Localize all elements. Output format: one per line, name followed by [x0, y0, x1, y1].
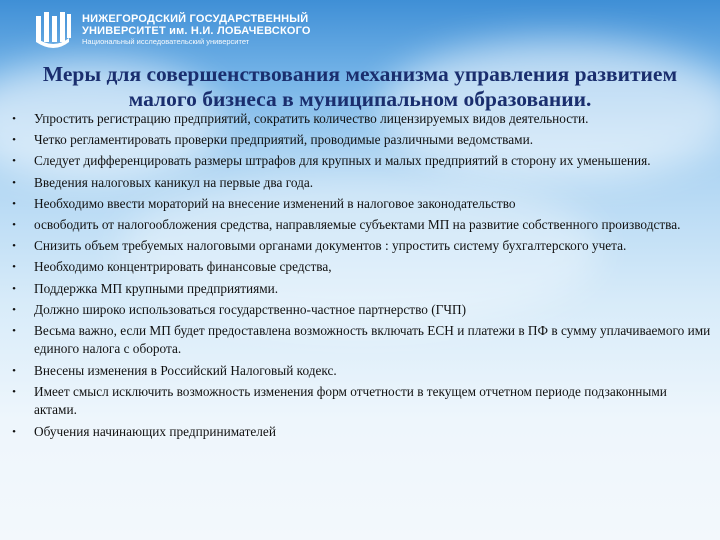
bullet-item: [0, 322, 720, 359]
university-name: [82, 13, 311, 47]
university-name-line1: НИЖЕГОРОДСКИЙ ГОСУДАРСТВЕННЫЙ: [82, 13, 309, 25]
bullet-icon: •: [12, 197, 16, 210]
bullet-text: Обучения начинающих предпринимателей: [34, 423, 276, 439]
bullet-text: Имеет смысл исключить возможность изменения форм отчетности в текущем отчетном периоде подзаконными актами.: [34, 383, 667, 418]
bullet-icon: •: [12, 134, 16, 147]
bullet-icon: •: [12, 176, 16, 189]
bullet-item: [0, 110, 720, 129]
bullet-icon: •: [12, 240, 16, 253]
bullet-item: [0, 301, 720, 320]
bullet-text: Четко регламентировать проверки предприятий, проводимые различными ведомствами.: [34, 132, 534, 148]
bullet-item: [0, 216, 720, 235]
nnsu-logo-icon: [34, 10, 74, 52]
bullet-item: [0, 174, 720, 193]
bullet-text: Должно широко использоваться государственно-частное партнерство (ГЧП): [34, 301, 467, 317]
university-subtitle: Национальный исследовательский университет: [82, 37, 250, 46]
bullet-text: Необходимо концентрировать финансовые средства,: [34, 259, 332, 275]
bullet-icon: •: [12, 282, 16, 295]
slide-header: [0, 0, 720, 60]
bullet-text: Введения налоговых каникул на первые два года.: [34, 174, 314, 190]
bullet-item: [0, 383, 720, 420]
bullet-icon: •: [12, 218, 16, 231]
bullet-text: освободить от налогообложения средства, направляемые субъектами МП на развитие собственного производства.: [34, 216, 681, 232]
bullet-text: Следует дифференцировать размеры штрафов для крупных и малых предприятий в сторону их уменьшения.: [34, 153, 651, 169]
bullet-text: Упростить регистрацию предприятий, сократить количество лицензируемых видов деятельности.: [34, 111, 589, 126]
bullet-item: [0, 258, 720, 277]
slide-title: Меры для совершенствования механизма управления развитием малого бизнеса в муниципальном образовании.: [42, 62, 678, 111]
bullet-icon: •: [12, 425, 16, 438]
bullet-item: [0, 195, 720, 214]
bullet-item: [0, 237, 720, 256]
bullet-text: Внесены изменения в Российский Налоговый кодекс.: [34, 362, 337, 378]
bullet-item: [0, 280, 720, 299]
bullet-item: [0, 423, 720, 442]
bullet-item: [0, 362, 720, 381]
bullet-text: Снизить объем требуемых налоговыми органами документов : упростить систему бухгалтерского учета.: [34, 238, 627, 254]
bullet-text: Поддержка МП крупными предприятиями.: [34, 280, 279, 296]
bullet-icon: •: [12, 155, 16, 168]
bullet-icon: •: [12, 364, 16, 377]
bullet-icon: •: [12, 385, 16, 398]
bullet-text: Весьма важно, если МП будет предоставлена возможность включать ЕСН и платежи в ПФ в сумму уплачиваемого ими единого налога с оборота.: [34, 322, 711, 357]
bullet-text: Необходимо ввести мораторий на внесение изменений в налоговое законодательство: [34, 195, 516, 211]
bullet-item: [0, 152, 720, 171]
bullet-icon: •: [12, 303, 16, 316]
bullet-icon: •: [12, 324, 16, 337]
bullet-item: [0, 131, 720, 150]
bullet-list: [0, 110, 720, 444]
bullet-icon: •: [12, 113, 16, 125]
bullet-icon: •: [12, 261, 16, 274]
university-name-line2: УНИВЕРСИТЕТ им. Н.И. ЛОБАЧЕВСКОГО: [82, 25, 311, 37]
